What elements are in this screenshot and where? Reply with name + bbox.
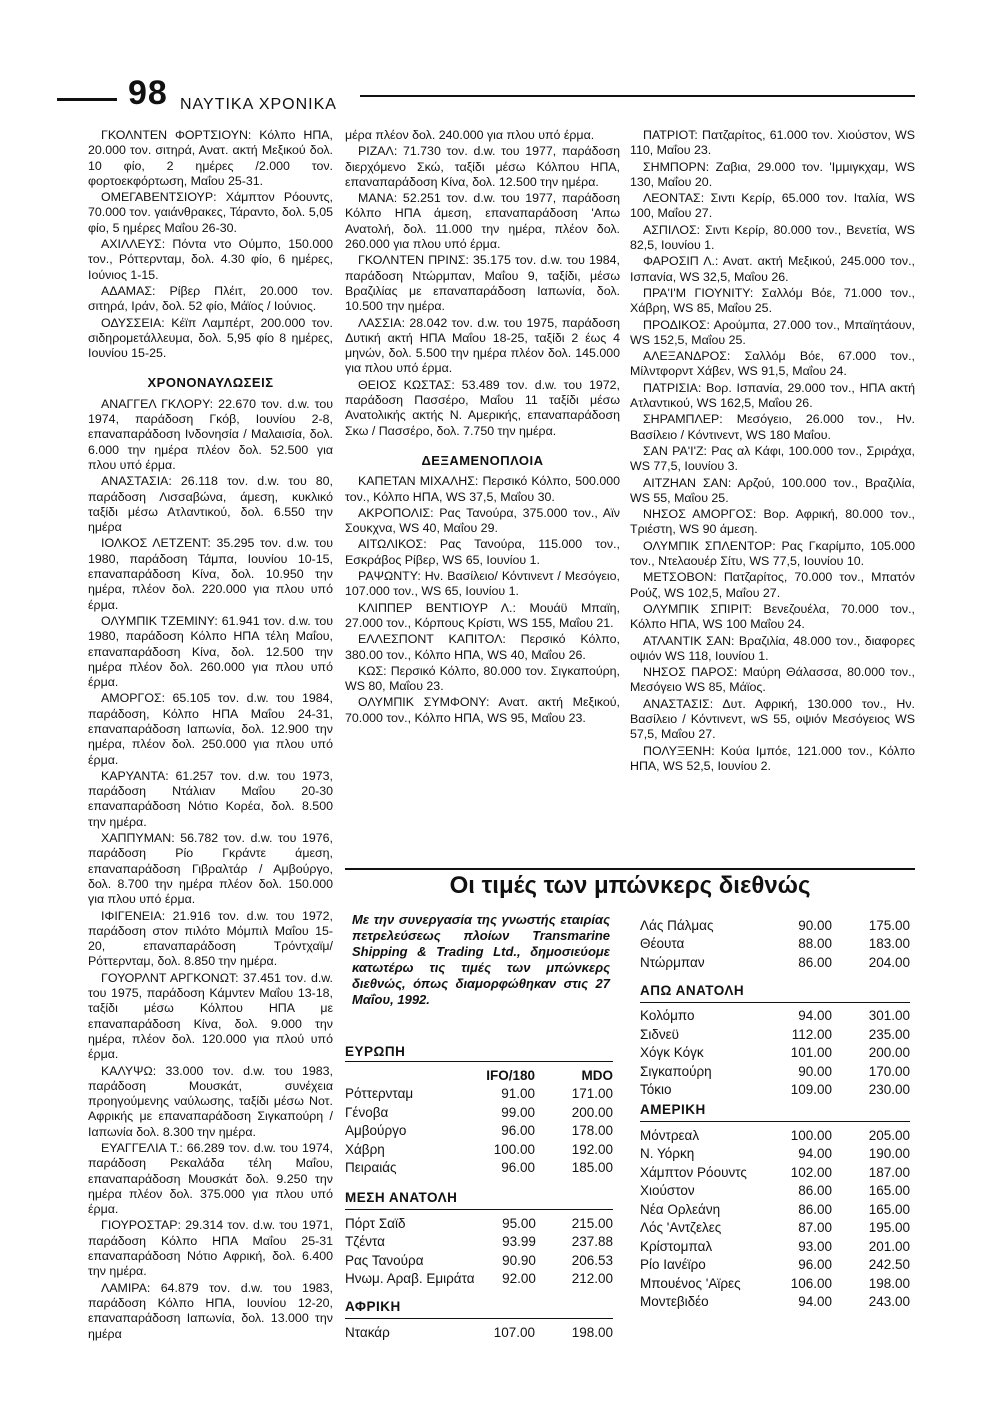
port-name: Πειραιάς (345, 1160, 397, 1176)
listing-entry: ΠΑΤΡΙΟΤ: Πατζαρίτος, 61.000 τον. Χιούστον, WS 110, Μαΐου 23. (630, 128, 915, 158)
price-table-middle-east (345, 1214, 613, 1288)
port-name: Ηνωμ. Αραβ. Εμιράτα (345, 1271, 475, 1287)
mdo-price: 198.00 (868, 1275, 910, 1291)
listing-entry: ΑΤΛΑΝΤΙΚ ΣΑΝ: Βραζιλία, 48.000 τον., διαφορες οψιόν WS 118, Ιουνίου 1. (630, 633, 915, 663)
mdo-price: 195.00 (868, 1220, 910, 1236)
ifo-price: 88.00 (798, 936, 832, 952)
ifo-price: 86.00 (798, 954, 832, 970)
price-row (640, 1182, 910, 1201)
price-row (640, 1163, 910, 1182)
port-name: Κολόμπο (640, 1008, 695, 1024)
price-row (345, 1159, 613, 1178)
port-name: Τόκιο (640, 1082, 672, 1098)
ifo-price: 90.00 (798, 917, 832, 933)
price-table-far-east (640, 1007, 910, 1100)
price-row (345, 1233, 613, 1252)
port-name: Ρόττερνταμ (345, 1086, 414, 1102)
listing-entry: ΟΛΥΜΠΙΚ ΣΠΛΕΝΤΟΡ: Ρας Γκαρίμπο, 105.000 τον., Ντελαουέρ Σίτυ, WS 77,5, Ιουνίου 10. (630, 538, 915, 569)
mdo-price: 206.53 (571, 1252, 613, 1268)
price-row (345, 1140, 613, 1159)
ifo-price: 93.99 (502, 1234, 536, 1250)
mdo-price: 301.00 (868, 1008, 910, 1024)
port-name: Κρίστομπαλ (640, 1238, 713, 1254)
port-name: Χιούστον (640, 1183, 695, 1199)
port-name: Λός 'Αντζελες (640, 1220, 722, 1236)
price-row (345, 1085, 613, 1104)
mdo-price: 198.00 (571, 1324, 613, 1340)
mdo-price: 171.00 (571, 1086, 613, 1102)
listing-entry: ΠΑΤΡΙΣΙΑ: Βορ. Ισπανία, 29.000 τον., ΗΠΑ ακτή Ατλαντικού, WS 162,5, Μαΐου 26. (630, 380, 915, 411)
ifo-price: 92.00 (502, 1271, 536, 1287)
price-row (640, 935, 910, 954)
bunker-title: Οι τιμές των μπώνκερς διεθνώς (449, 872, 811, 899)
listing-entry: ΚΩΣ: Περσικό Κόλπο, 80.000 τον. Σιγκαπούρη, WS 80, Μαΐου 23. (345, 663, 620, 694)
ifo-price: 109.00 (790, 1082, 832, 1098)
listing-entry: ΕΥΑΓΓΕΛΙΑ Τ.: 66.289 τον. d.w. του 1974, παράδοση Ρεκαλάδα τέλη Μαΐου, επαναπαράδοση Μουσκάτ δολ. 9.250 την ημέρα πλέον δολ. 375.000 για πλου υπό έρμα. (88, 1141, 333, 1217)
mdo-price: 165.00 (868, 1183, 910, 1199)
mdo-price: 178.00 (571, 1123, 613, 1139)
mdo-price: 230.00 (868, 1082, 910, 1098)
header-rule-right (360, 95, 915, 97)
price-row (640, 1200, 910, 1219)
ifo-price: 94.00 (798, 1146, 832, 1162)
ifo-price: 102.00 (790, 1164, 832, 1180)
port-name: Ρίο Ιανέϊρο (640, 1257, 706, 1273)
ifo-price: 86.00 (798, 1183, 832, 1199)
bunker-separator (345, 868, 915, 870)
listing-entry: ΓΙΟΥΡΟΣΤΑΡ: 29.314 τον. d.w. του 1971, παράδοση Κόλπο ΗΠΑ Μαΐου 25-31 επαναπαράδοση Νότιο Αφρική, δολ. 6.400 την ημέρα. (88, 1218, 333, 1279)
port-name: Γένοβα (345, 1104, 389, 1120)
listing-entry: ΕΛΛΕΣΠΟΝΤ ΚΑΠΙΤΟΛ: Περσικό Κόλπο, 380.00 τον., Κόλπο ΗΠΑ, WS 40, Μαΐου 26. (345, 632, 620, 662)
price-row (640, 1219, 910, 1238)
port-name: Νέα Ορλεάνη (640, 1201, 721, 1217)
listing-entry: ΟΛΥΜΠΙΚ ΣΥΜΦΟΝΥ: Ανατ. ακτή Μεξικού, 70.000 τον., Κόλπο ΗΠΑ, WS 95, Μαΐου 23. (345, 695, 620, 725)
section-heading-time-charters: ΧΡΟΝΟΝΑΥΛΩΣΕΙΣ (147, 375, 274, 391)
tankers-list-continued (630, 128, 915, 774)
listing-entry: ΑΣΠΙΛΟΣ: Σιντι Κερίρ, 80.000 τον., Βενετία, WS 82,5, Ιουνίου 1. (630, 222, 915, 253)
listing-entry: ΑΛΕΞΑΝΔΡΟΣ: Σαλλόμ Βόε, 67.000 τον., Μίλντφορντ Χάβεν, WS 91,5, Μαΐου 24. (630, 349, 915, 379)
listing-entry: ΑΧΙΛΛΕΥΣ: Πόντα ντο Ούμπο, 150.000 τον., Ρόττερνταμ, δολ. 4.30 φίο, 6 ημέρες, Ιούνιος 1-15. (88, 237, 333, 282)
listing-entry: ΓΚΟΛΝΤΕΝ ΠΡΙΝΣ: 35.175 τον. d.w. του 1984, παράδοση Ντώρμπαν, Μαΐου 9, ταξίδι, μέσω Βραζιλίας με επαναπαράδοση Ιαπωνία, δολ. 10.500 την ημέρα. (345, 253, 620, 314)
region-heading: ΜΕΣΗ ΑΝΑΤΟΛΗ (345, 1190, 458, 1205)
mdo-price: 165.00 (868, 1201, 910, 1217)
port-name: Χάβρη (345, 1141, 385, 1157)
mdo-price: 200.00 (571, 1104, 613, 1120)
ifo-price: 99.00 (501, 1104, 535, 1120)
listing-entry: ΑΝΑΣΤΑΣΙΑ: 26.118 τον. d.w. του 80, παράδοση Λισσαβώνα, άμεση, κυκλικό ταξίδι μέσω Ατλαντικού, δολ. 6.550 την ημέρα (88, 474, 333, 535)
listing-entry: ΚΑΡΥΑΝΤΑ: 61.257 τον. d.w. του 1973, παράδοση Ντάλιαν Μαΐου 20-30 επαναπαράδοση Νότιο Κορέα, δολ. 8.500 την ημέρα. (88, 768, 333, 829)
price-row (345, 1323, 613, 1342)
price-row (640, 1062, 910, 1081)
listing-entry: ΠΡΟΔΙΚΟΣ: Αρούμπα, 27.000 τον., Μπαϊητάουν, WS 152,5, Μαΐου 25. (630, 317, 915, 347)
page-number: 98 (128, 74, 168, 112)
mdo-price: 212.00 (571, 1271, 613, 1287)
listing-entry: ΣΗΜΠΟΡΝ: Ζαβια, 29.000 τον. 'Ιμμιγκχαμ, WS 130, Μαΐου 20. (630, 159, 915, 189)
voyage-charters-list (88, 128, 333, 361)
port-name: Μπουένος 'Αϊρες (640, 1275, 741, 1291)
mdo-price: 192.00 (571, 1141, 613, 1157)
listing-entry: ΟΛΥΜΠΙΚ ΣΠΙΡΙΤ: Βενεζουέλα, 70.000 τον., Κόλπο ΗΠΑ, WS 100 Μαΐου 24. (630, 601, 915, 632)
region-heading: ΑΜΕΡΙΚΗ (640, 1102, 706, 1117)
listing-entry: ΜΑΝΑ: 52.251 τον. d.w. του 1977, παράδοση Κόλπο ΗΠΑ άμεση, επαναπαράδοση 'Απω Ανατολή, δολ. 11.000 την ημέρα, πλέον δολ. 260.000 για πλου υπό έρμα. (345, 191, 620, 252)
time-charters-continued (345, 128, 620, 439)
region-africa (345, 1298, 613, 1342)
port-name: Μοντεβιδέο (640, 1294, 709, 1310)
ifo-price: 100.00 (790, 1127, 832, 1143)
region-far-east (640, 982, 910, 1100)
column-3 (630, 128, 915, 775)
column-header-mdo: MDO (581, 1067, 613, 1083)
listing-entry: ΑΙΤΩΛΙΚΟΣ: Ρας Τανούρα, 115.000 τον., Εσκράβος Ρίβερ, WS 65, Ιουνίου 1. (345, 537, 620, 567)
ifo-price: 91.00 (501, 1086, 535, 1102)
listing-entry: ΧΑΠΠΥΜΑΝ: 56.782 τον. d.w. του 1976, παράδοση Ρίο Γκράντε άμεση, επαναπαράδοση Γιβραλτάρ / Αμβούργο, δολ. 8.700 την ημέρα πλέον δολ. 150.000 για πλου υπό έρμα. (88, 831, 333, 907)
price-row (345, 1270, 613, 1289)
ifo-price: 90.00 (798, 1063, 832, 1079)
listing-entry: ΙΟΛΚΟΣ ΛΕΤΖΕΝΤ: 35.295 τον. d.w. του 1980, παράδοση Τάμπα, Ιουνίου 10-15, επαναπαράδοση Κίνα, δολ. 10.950 την ημέρα, πλέον δολ. 220.000 για πλου υπό έρμα. (88, 536, 333, 612)
ifo-price: 95.00 (502, 1215, 536, 1231)
mdo-price: 170.00 (868, 1063, 910, 1079)
port-name: Αμβούργο (345, 1123, 407, 1139)
column-1 (88, 128, 333, 1343)
port-name: Σιδνεϋ (640, 1026, 680, 1042)
mdo-price: 237.88 (571, 1234, 613, 1250)
ifo-price: 101.00 (790, 1045, 832, 1061)
port-name: Πόρτ Σαϊδ (345, 1215, 406, 1231)
ifo-price: 96.00 (798, 1257, 832, 1273)
price-row (345, 1122, 613, 1141)
price-row (640, 1293, 910, 1312)
ifo-price: 90.90 (502, 1252, 536, 1268)
mdo-price: 190.00 (868, 1146, 910, 1162)
listing-entry: ΛΑΜΙΡΑ: 64.879 τον. d.w. του 1983, παράδοση Κόλπο ΗΠΑ, Ιουνίου 12-20, επαναπαράδοση Ιαπωνία, δολ. 13.000 την ημέρα (88, 1280, 333, 1341)
price-row (640, 953, 910, 972)
listing-entry: ΚΛΙΠΠΕΡ ΒΕΝΤΙΟΥΡ Λ.: Μουάϋ Μπαϊη, 27.000 τον., Κόρπους Κρίστι, WS 155, Μαΐου 21. (345, 600, 620, 630)
listing-entry: ΡΑΨΩΝΤΥ: Ην. Βασίλειο/ Κόντινεντ / Μεσόγειο, 107.000 τον., WS 65, Ιουνίου 1. (345, 569, 620, 599)
price-row (345, 1251, 613, 1270)
listing-entry: ΚΑΛΥΨΩ: 33.000 τον. d.w. του 1983, παράδοση Μουσκάτ, συνέχεια προηγούμενης ναύλωσης, ταξίδι μέσω Νοτ. Αφρικής με επαναπαράδοση Σιγκαπούρη / Ιαπωνία δολ. 8.300 την ημέρα. (88, 1063, 333, 1139)
tankers-list (345, 474, 620, 726)
region-heading: ΑΦΡΙΚΗ (345, 1299, 401, 1314)
mdo-price: 200.00 (868, 1045, 910, 1061)
port-name: Θέουτα (640, 936, 685, 952)
section-heading-tankers: ΔΕΞΑΜΕΝΟΠΛΟΙΑ (421, 452, 544, 468)
ifo-price: 86.00 (798, 1201, 832, 1217)
listing-entry: ΝΗΣΟΣ ΠΑΡΟΣ: Μαύρη Θάλασσα, 80.000 τον., Μεσόγειο WS 85, Μάϊος. (630, 665, 915, 695)
price-row (640, 1044, 910, 1063)
listing-entry: ΘΕΙΟΣ ΚΩΣΤΑΣ: 53.489 τον. d.w. του 1972, παράδοση Πασσέρο, Μαΐου 11 ταξίδι μέσω Ανατολικής ακτής Ν. Αμερικής, επαναπαράδοση Σκω / Πασσέρο, δολ. 7.750 την ημέρα. (345, 377, 620, 438)
listing-entry: ΜΕΤΣΟΒΟΝ: Πατζαρίτος, 70.000 τον., Μπατόν Ρούζ, WS 102,5, Μαΐου 27. (630, 570, 915, 600)
listing-entry: ΣΑΝ ΡΑ'Ι'Ζ: Ρας αλ Κάφι, 100.000 τον., Σριράχα, WS 77,5, Ιουνίου 3. (630, 443, 915, 474)
ifo-price: 96.00 (501, 1123, 535, 1139)
listing-entry: ΓΚΟΛΝΤΕΝ ΦΟΡΤΣΙΟΥΝ: Κόλπο ΗΠΑ, 20.000 τον. σιτηρά, Ανατ. ακτή Μεξικού δολ. 10 φίο, 2 ημέρες /2.000 τον. φορτοεκφόρτωση, Μαΐου 25-31. (88, 128, 333, 188)
listing-entry: ΓΟΥΟΡΛΝΤ ΑΡΓΚΟΝΩΤ: 37.451 τον. d.w. του 1975, παράδοση Κάμντεν Μαΐου 13-18, ταξίδι μέσω Κόλπου ΗΠΑ με επαναπαράδοση Κίνα, δολ. 9.000 την ημέρα, πλέον δολ. 120.000 για πλού υπό έρμα. (88, 970, 333, 1062)
ifo-price: 106.00 (790, 1275, 832, 1291)
listing-entry: ΑΝΑΣΤΑΣΙΣ: Δυτ. Αφρική, 130.000 τον., Ην. Βασίλειο / Κόντινεντ, wS 55, οψιόν Μεσόγειος WS 57,5, Μαΐου 27. (630, 696, 915, 742)
bunker-intro: Με την συνεργασία της γνωστής εταιρίας πετρελεύσεως πλοίων Transmarine Shipping & Trading Ltd., δημοσιεύομε κατωτέρω τις τιμές των μπώνκερς διεθνώς, όπως διαμορφώθηκαν στις 27 Μαΐου, 1992. (352, 912, 610, 1007)
region-middle-east (345, 1189, 613, 1288)
port-name: Μόντρεαλ (640, 1127, 700, 1143)
region-europe (345, 1044, 613, 1177)
listing-entry: ΟΜΕΓΑΒΕΝΤΣΙΟΥΡ: Χάμπτον Ρόουντς, 70.000 τον. γαιάνθρακες, Τάραντο, δολ. 5,05 φίο, 5 ημέρες Μαΐου 26-30. (88, 190, 333, 235)
port-name: Λάς Πάλμας (640, 917, 714, 933)
listing-entry: ΣΗΡΑΜΠΛΕΡ: Μεσόγειο, 26.000 τον., Ην. Βασίλειο / Κόντινεντ, WS 180 Μαΐου. (630, 412, 915, 442)
mdo-price: 201.00 (868, 1238, 910, 1254)
listing-entry: ΑΜΟΡΓΟΣ: 65.105 τον. d.w. του 1984, παράδοση, Κόλπο ΗΠΑ Μαΐου 24-31, επαναπαράδοση Ιαπωνία, δολ. 12.900 την ημέρα, πλέον δολ. 250.000 για πλου υπό έρμα. (88, 691, 333, 767)
ifo-price: 94.00 (798, 1008, 832, 1024)
region-america (640, 1101, 910, 1311)
port-name: Ντακάρ (345, 1324, 390, 1340)
listing-entry: ΙΦΙΓΕΝΕΙΑ: 21.916 τον. d.w. του 1972, παράδοση στον πιλότο Μόμπιλ Μαΐου 15-20, επαναπαράδοση Τρόντχαϊμ/ Ρόττερνταμ, δολ. 8.850 την ημέρα. (88, 908, 333, 969)
listing-entry: ΛΑΣΣΙΑ: 28.042 τον. d.w. του 1975, παράδοση Δυτική ακτή ΗΠΑ Μαΐου 18-25, ταξίδι 2 έως 4 μηνών, δολ. 5.500 την ημέρα πλέον δολ. 145.000 για πλου υπό έρμα. (345, 315, 620, 376)
price-row (640, 1007, 910, 1026)
ifo-price: 107.00 (493, 1324, 535, 1340)
ifo-price: 93.00 (798, 1238, 832, 1254)
region-heading: ΑΠΩ ΑΝΑΤΟΛΗ (640, 982, 745, 998)
mdo-price: 187.00 (868, 1164, 910, 1180)
ifo-price: 96.00 (501, 1160, 535, 1176)
price-table-europe (345, 1066, 613, 1177)
port-name: Ρας Τανούρα (345, 1252, 424, 1268)
mdo-price: 235.00 (868, 1026, 910, 1042)
column-2 (345, 128, 620, 727)
mdo-price: 242.50 (868, 1257, 910, 1273)
price-row (640, 1237, 910, 1256)
port-name: Ντώρμπαν (640, 954, 705, 970)
column-header-ifo: IFO/180 (486, 1067, 535, 1083)
time-charters-list (88, 397, 333, 1342)
listing-entry: ΝΗΣΟΣ ΑΜΟΡΓΟΣ: Βορ. Αφρική, 80.000 τον., Τριέστη, WS 90 άμεση. (630, 507, 915, 537)
listing-entry: ΑΔΑΜΑΣ: Ρίβερ Πλέιτ, 20.000 τον. σιτηρά, Ιράν, δολ. 52 φίο, Μάϊος / Ιούνιος. (88, 283, 333, 314)
price-table-africa-part2 (640, 916, 910, 972)
ifo-price: 112.00 (791, 1026, 832, 1042)
port-name: Σιγκαπούρη (640, 1063, 712, 1079)
price-row (640, 1126, 910, 1145)
price-table-africa-part1 (345, 1323, 613, 1342)
price-row (640, 916, 910, 935)
listing-entry: ΠΟΛΥΞΕΝΗ: Κούα Ιμπόε, 121.000 τον., Κόλπο ΗΠΑ, WS 52,5, Ιουνίου 2. (630, 743, 915, 773)
port-name: Χάμπτον Ρόουντς (640, 1164, 747, 1180)
price-row (640, 1025, 910, 1044)
price-row (640, 1256, 910, 1275)
listing-entry: ΟΛΥΜΠΙΚ ΤΖΕΜΙΝΥ: 61.941 τον. d.w. του 1980, παράδοση Κόλπο ΗΠΑ τέλη Μαΐου, επαναπαράδοση Κίνα, δολ. 12.500 την ημέρα πλέον δολ. 260.000 για πλου υπό έρμα. (88, 613, 333, 690)
listing-entry: ΑΚΡΟΠΟΛΙΣ: Ρας Τανούρα, 375.000 τον., Αϊν Σουκχνα, WS 40, Μαΐου 29. (345, 505, 620, 536)
region-heading: ΕΥΡΩΠΗ (345, 1044, 406, 1059)
mdo-price: 183.00 (868, 936, 910, 952)
listing-entry: ΠΡΑ'Ι'Μ ΓΙΟΥΝΙΤΥ: Σαλλόμ Βόε, 71.000 τον., Χάβρη, WS 85, Μαΐου 25. (630, 285, 915, 316)
mdo-price: 204.00 (868, 954, 910, 970)
listing-entry: ΦΑΡΟΣΙΠ Λ.: Ανατ. ακτή Μεξικού, 245.000 τον., Ισπανία, WS 32,5, Μαΐου 26. (630, 254, 915, 284)
mdo-price: 243.00 (868, 1294, 910, 1310)
bunker-table-right (640, 916, 910, 1311)
listing-entry: ΟΔΥΣΣΕΙΑ: Κέϊπ Λαμπέρτ, 200.000 τον. σιδηρομετάλλευμα, δολ. 5,95 φίο 8 ημέρες, Ιουνίου 15-25. (88, 315, 333, 361)
listing-entry: ΛΕΟΝΤΑΣ: Σιντι Κερίρ, 65.000 τον. Ιταλία, WS 100, Μαΐου 27. (630, 191, 915, 221)
mdo-price: 185.00 (571, 1160, 613, 1176)
port-name: Τζέντα (345, 1234, 385, 1250)
listing-entry: μέρα πλέον δολ. 240.000 για πλου υπό έρμα. (345, 128, 595, 142)
price-row (640, 1081, 910, 1100)
price-table-america (640, 1126, 910, 1311)
mdo-price: 205.00 (868, 1127, 910, 1143)
price-row (640, 1274, 910, 1293)
listing-entry: ΚΑΠΕΤΑΝ ΜΙΧΑΛΗΣ: Περσικό Κόλπο, 500.000 τον., Κόλπο ΗΠΑ, WS 37,5, Μαΐου 30. (345, 474, 620, 504)
ifo-price: 94.00 (798, 1294, 832, 1310)
header-rule-left (57, 98, 117, 101)
price-row (345, 1103, 613, 1122)
listing-entry: ΡΙΖΑΛ: 71.730 τον. d.w. του 1977, παράδοση διερχόμενο Σκώ, ταξίδι μέσω Κόλπου ΗΠΑ, επαναπαράδοση Κίνα, δολ. 12.500 την ημέρα. (345, 144, 620, 189)
publication-title: ΝΑΥΤΙΚΑ ΧΡΟΝΙΚΑ (180, 96, 337, 113)
listing-entry: ΑΝΑΓΓΕΛ ΓΚΛΟΡΥ: 22.670 τον. d.w. του 1974, παράδοση Γκόβ, Ιουνίου 2-8, επαναπαράδοση Ινδονησία / Μαλαισία, δολ. 6.000 την ημέρα πλέον δολ. 52.500 για πλου υπό έρμα. (88, 396, 333, 472)
port-name: Χόγκ Κόγκ (640, 1045, 704, 1061)
listing-entry: ΑΙΤΖΗΑΝ ΣΑΝ: Αρζού, 100.000 τον., Βραζιλία, WS 55, Μαΐου 25. (630, 475, 915, 505)
price-row (345, 1214, 613, 1233)
ifo-price: 100.00 (493, 1141, 535, 1157)
ifo-price: 87.00 (798, 1220, 832, 1236)
bunker-table-left (345, 1044, 613, 1342)
port-name: Ν. Υόρκη (640, 1146, 695, 1162)
price-row (640, 1145, 910, 1164)
mdo-price: 175.00 (868, 917, 910, 933)
mdo-price: 215.00 (571, 1215, 613, 1231)
